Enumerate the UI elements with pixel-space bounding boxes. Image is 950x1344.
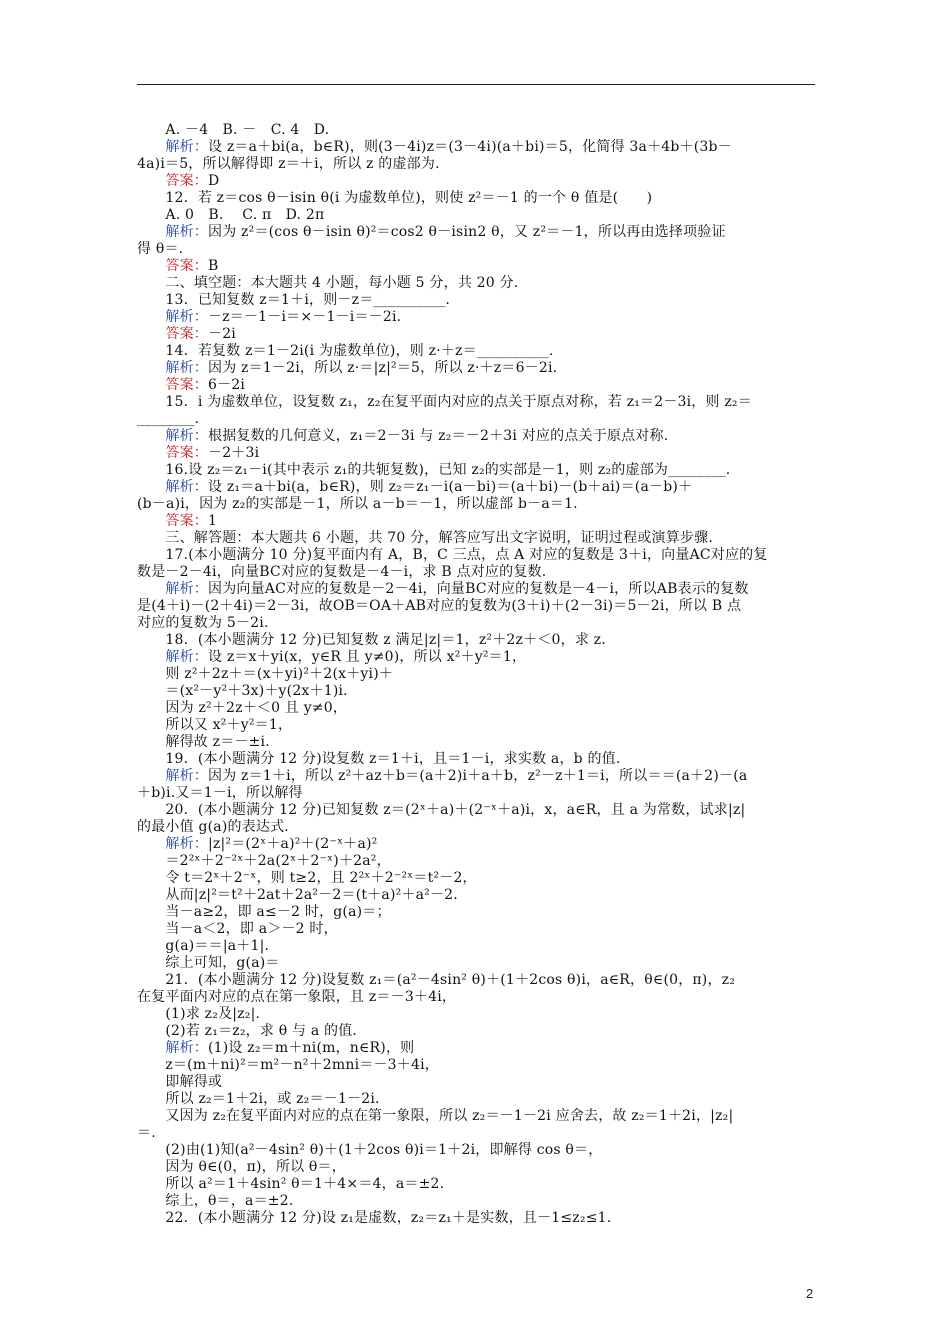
- text-line: [137, 1091, 815, 1108]
- text-line: [137, 666, 815, 683]
- text-line: [137, 1006, 815, 1023]
- analysis-label: 解析：: [137, 479, 208, 495]
- line-text: 因为向量AC对应的复数是－2－4i，向量BC对应的复数是－4－i，所以AB表示的复数: [208, 581, 749, 597]
- text-line: [137, 309, 815, 326]
- line-text: 对应的复数为 5－2i.: [137, 615, 269, 631]
- answer-label: 答案：: [137, 258, 208, 274]
- line-text: 二、填空题：本大题共 4 小题，每小题 5 分，共 20 分.: [137, 275, 519, 291]
- text-line: [137, 734, 815, 751]
- text-line: [137, 139, 815, 156]
- line-text: －2＋3i: [208, 445, 260, 461]
- text-line: [137, 275, 815, 292]
- line-text: ＝(x²－y²＋3x)＋y(2x＋1)i.: [137, 683, 348, 699]
- line-text: 20．(本小题满分 12 分)已知复数 z＝(2ˣ＋a)＋(2⁻ˣ＋a)i，x，a∈R，且 a 为常数，试求|z|: [137, 802, 746, 818]
- analysis-label: 解析：: [137, 428, 208, 444]
- line-text: 即解得或: [137, 1074, 223, 1090]
- line-text: 令 t＝2ˣ＋2⁻ˣ，则 t≥2，且 2²ˣ＋2⁻²ˣ＝t²－2，: [137, 870, 477, 886]
- analysis-label: 解析：: [137, 224, 208, 240]
- line-text: (1)求 z₂及|z₂|.: [137, 1006, 261, 1022]
- line-text: 因为 θ∈(0，π)，所以 θ＝，: [137, 1159, 346, 1175]
- text-line: [137, 819, 815, 836]
- text-line: [137, 1057, 815, 1074]
- text-line: [137, 360, 815, 377]
- line-text: 三、解答题：本大题共 6 小题，共 70 分，解答应写出文字说明，证明过程或演算步骤.: [137, 530, 713, 546]
- text-line: [137, 411, 815, 428]
- line-text: 所以 z₂＝1＋2i，或 z₂＝－1－2i.: [137, 1091, 380, 1107]
- text-line: [137, 1108, 815, 1125]
- text-line: [137, 887, 815, 904]
- line-text: 6－2i: [208, 377, 246, 393]
- text-line: [137, 513, 815, 530]
- text-line: [137, 292, 815, 309]
- line-text: 从而|z|²＝t²＋2at＋2a²－2＝(t＋a)²＋a²－2.: [137, 887, 458, 903]
- text-line: [137, 224, 815, 241]
- analysis-label: 解析：: [137, 309, 208, 325]
- line-text: 12．若 z＝cos θ－isin θ(i 为虚数单位)，则使 z²＝－1 的一个 θ 值是( ): [137, 190, 653, 206]
- line-text: z＝(m＋ni)²＝m²－n²＋2mni＝－3＋4i，: [137, 1057, 439, 1073]
- text-line: [137, 785, 815, 802]
- text-line: [137, 1074, 815, 1091]
- line-text: 22．(本小题满分 12 分)设 z₁是虚数，z₂＝z₁＋是实数，且－1≤z₂≤1.: [137, 1210, 612, 1226]
- answer-label: 答案：: [137, 377, 208, 393]
- text-line: [137, 428, 815, 445]
- text-line: [137, 479, 815, 496]
- line-text: A. 0 B. C. π D. 2π: [137, 207, 325, 223]
- text-line: [137, 241, 815, 258]
- text-line: [137, 1142, 815, 1159]
- page-number: 2: [806, 1286, 814, 1301]
- line-text: 所以又 x²＋y²＝1，: [137, 717, 293, 733]
- text-line: [137, 768, 815, 785]
- line-text: 的最小值 g(a)的表达式.: [137, 819, 289, 835]
- line-text: (2)若 z₁＝z₂，求 θ 与 a 的值.: [137, 1023, 358, 1039]
- text-line: [137, 1193, 815, 1210]
- text-line: [137, 530, 815, 547]
- analysis-label: 解析：: [137, 768, 208, 784]
- line-text: 设 z₁＝a＋bi(a，b∈R)，则 z₂＝z₁－i(a－bi)＝(a＋bi)－(b＋ai)＝(a－b)＋: [208, 479, 693, 495]
- line-text: 设 z＝x＋yi(x，y∈R 且 y≠0)，所以 x²＋y²＝1，: [208, 649, 527, 665]
- answer-label: 答案：: [137, 326, 208, 342]
- line-text: 综上，θ＝，a＝±2.: [137, 1193, 294, 1209]
- answer-label: 答案：: [137, 513, 208, 529]
- line-text: |z|²＝(2ˣ＋a)²＋(2⁻ˣ＋a)²: [208, 836, 378, 852]
- line-text: 14．若复数 z＝1－2i(i 为虚数单位)，则 z·＋z＝__________.: [137, 343, 554, 359]
- line-text: 得 θ＝.: [137, 241, 184, 257]
- text-line: [137, 683, 815, 700]
- text-line: [137, 955, 815, 972]
- line-text: 1: [208, 513, 218, 529]
- text-line: [137, 1040, 815, 1057]
- line-text: 16.设 z₂＝z₁－i(其中表示 z₁的共轭复数)，已知 z₂的实部是－1，则 z₂的虚部为________.: [137, 462, 731, 478]
- text-line: [137, 173, 815, 190]
- line-text: 是(4＋i)－(2＋4i)＝2－3i，故OB＝OA＋AB对应的复数为(3＋i)＋(2－3i)＝5－2i，所以 B 点: [137, 598, 742, 614]
- text-line: [137, 717, 815, 734]
- text-line: [137, 598, 815, 615]
- line-text: (2)由(1)知(a²－4sin² θ)＋(1＋2cos θ)i＝1＋2i，即解得 cos θ＝，: [137, 1142, 603, 1158]
- text-line: [137, 700, 815, 717]
- header-rule: [137, 84, 815, 85]
- line-text: 综上可知，g(a)＝: [137, 955, 280, 971]
- line-text: ＝.: [137, 1125, 156, 1141]
- line-text: ＝2²ˣ＋2⁻²ˣ＋2a(2ˣ＋2⁻ˣ)＋2a²，: [137, 853, 391, 869]
- text-line: [137, 870, 815, 887]
- analysis-label: 解析：: [137, 1040, 208, 1056]
- line-text: 所以 a²＝1＋4sin² θ＝1＋4×＝4，a＝±2.: [137, 1176, 445, 1192]
- analysis-label: 解析：: [137, 360, 208, 376]
- line-text: (1)设 z₂＝m＋ni(m，n∈R)，则: [208, 1040, 415, 1056]
- text-line: [137, 802, 815, 819]
- text-line: [137, 547, 815, 564]
- text-line: [137, 122, 815, 139]
- line-text: A. －4 B. － C. 4 D.: [137, 122, 330, 138]
- text-line: [137, 1125, 815, 1142]
- line-text: 又因为 z₂在复平面内对应的点在第一象限，所以 z₂＝－1－2i 应舍去，故 z₂＝1＋2i，|z₂|: [137, 1108, 734, 1124]
- line-text: (b－a)i，因为 z₂的实部是－1，所以 a－b＝－1，所以虚部 b－a＝1.: [137, 496, 578, 512]
- document-body: [137, 122, 815, 1227]
- text-line: [137, 904, 815, 921]
- text-line: [137, 462, 815, 479]
- line-text: 因为 z²＋2z＋＜0 且 y≠0，: [137, 700, 348, 716]
- line-text: 数是－2－4i，向量BC对应的复数是－4－i，求 B 点对应的复数.: [137, 564, 547, 580]
- text-line: [137, 938, 815, 955]
- line-text: ________.: [137, 411, 200, 427]
- analysis-label: 解析：: [137, 836, 208, 852]
- text-line: [137, 649, 815, 666]
- text-line: [137, 615, 815, 632]
- text-line: [137, 853, 815, 870]
- text-line: [137, 326, 815, 343]
- line-text: 19．(本小题满分 12 分)设复数 z＝1＋i，且＝1－i，求实数 a，b 的值.: [137, 751, 621, 767]
- line-text: 因为 z＝1＋i，所以 z²＋az＋b＝(a＋2)i＋a＋b，z²－z＋1＝i，所以＝＝(a＋2)－(a: [208, 768, 748, 784]
- line-text: B: [208, 258, 219, 274]
- text-line: [137, 496, 815, 513]
- line-text: 因为 z²＝(cos θ－isin θ)²＝cos2 θ－isin2 θ，又 z²＝－1，所以再由选择项验证: [208, 224, 726, 240]
- answer-label: 答案：: [137, 173, 208, 189]
- line-text: 解得故 z＝－±i.: [137, 734, 270, 750]
- line-text: 17.(本小题满分 10 分)复平面内有 A，B，C 三点，点 A 对应的复数是 3＋i，向量AC对应的复: [137, 547, 768, 563]
- line-text: 21．(本小题满分 12 分)设复数 z₁＝(a²－4sin² θ)＋(1＋2cos θ)i，a∈R，θ∈(0，π)，z₂: [137, 972, 736, 988]
- line-text: －z＝－1－i＝×－1－i＝－2i.: [208, 309, 402, 325]
- text-line: [137, 1176, 815, 1193]
- line-text: 15．i 为虚数单位，设复数 z₁，z₂在复平面内对应的点关于原点对称，若 z₁＝2－3i，则 z₂＝: [137, 394, 752, 410]
- text-line: [137, 632, 815, 649]
- text-line: [137, 989, 815, 1006]
- answer-label: 答案：: [137, 445, 208, 461]
- text-line: [137, 581, 815, 598]
- text-line: [137, 258, 815, 275]
- text-line: [137, 921, 815, 938]
- line-text: 则 z²＋2z＋＝(x＋yi)²＋2(x＋yi)＋: [137, 666, 394, 682]
- text-line: [137, 972, 815, 989]
- line-text: 在复平面内对应的点在第一象限，且 z＝－3＋4i，: [137, 989, 457, 1005]
- line-text: 当－a＜2，即 a＞－2 时，: [137, 921, 338, 937]
- text-line: [137, 836, 815, 853]
- analysis-label: 解析：: [137, 581, 208, 597]
- analysis-label: 解析：: [137, 139, 208, 155]
- line-text: 13．已知复数 z＝1＋i，则－z＝__________.: [137, 292, 451, 308]
- line-text: D: [208, 173, 220, 189]
- line-text: 设 z＝a＋bi(a，b∈R)，则(3－4i)z＝(3－4i)(a＋bi)＝5，化简得 3a＋4b＋(3b－: [208, 139, 732, 155]
- text-line: [137, 564, 815, 581]
- line-text: 根据复数的几何意义，z₁＝2－3i 与 z₂＝－2＋3i 对应的点关于原点对称.: [208, 428, 669, 444]
- line-text: 因为 z＝1－2i，所以 z·＝|z|²＝5，所以 z·＋z＝6－2i.: [208, 360, 558, 376]
- text-line: [137, 1023, 815, 1040]
- line-text: －2i: [208, 326, 236, 342]
- analysis-label: 解析：: [137, 649, 208, 665]
- text-line: [137, 394, 815, 411]
- text-line: [137, 377, 815, 394]
- line-text: 当－a≥2，即 a≤－2 时，g(a)＝；: [137, 904, 391, 920]
- text-line: [137, 343, 815, 360]
- text-line: [137, 1159, 815, 1176]
- line-text: 18．(本小题满分 12 分)已知复数 z 满足|z|＝1，z²＋2z＋＜0，求 z.: [137, 632, 606, 648]
- text-line: [137, 207, 815, 224]
- line-text: g(a)＝＝|a＋1|.: [137, 938, 270, 954]
- text-line: [137, 751, 815, 768]
- text-line: [137, 156, 815, 173]
- text-line: [137, 445, 815, 462]
- text-line: [137, 190, 815, 207]
- text-line: [137, 1210, 815, 1227]
- line-text: 4a)i＝5，所以解得即 z＝＋i，所以 z 的虚部为.: [137, 156, 440, 172]
- line-text: ＋b)i.又＝1－i，所以解得: [137, 785, 303, 801]
